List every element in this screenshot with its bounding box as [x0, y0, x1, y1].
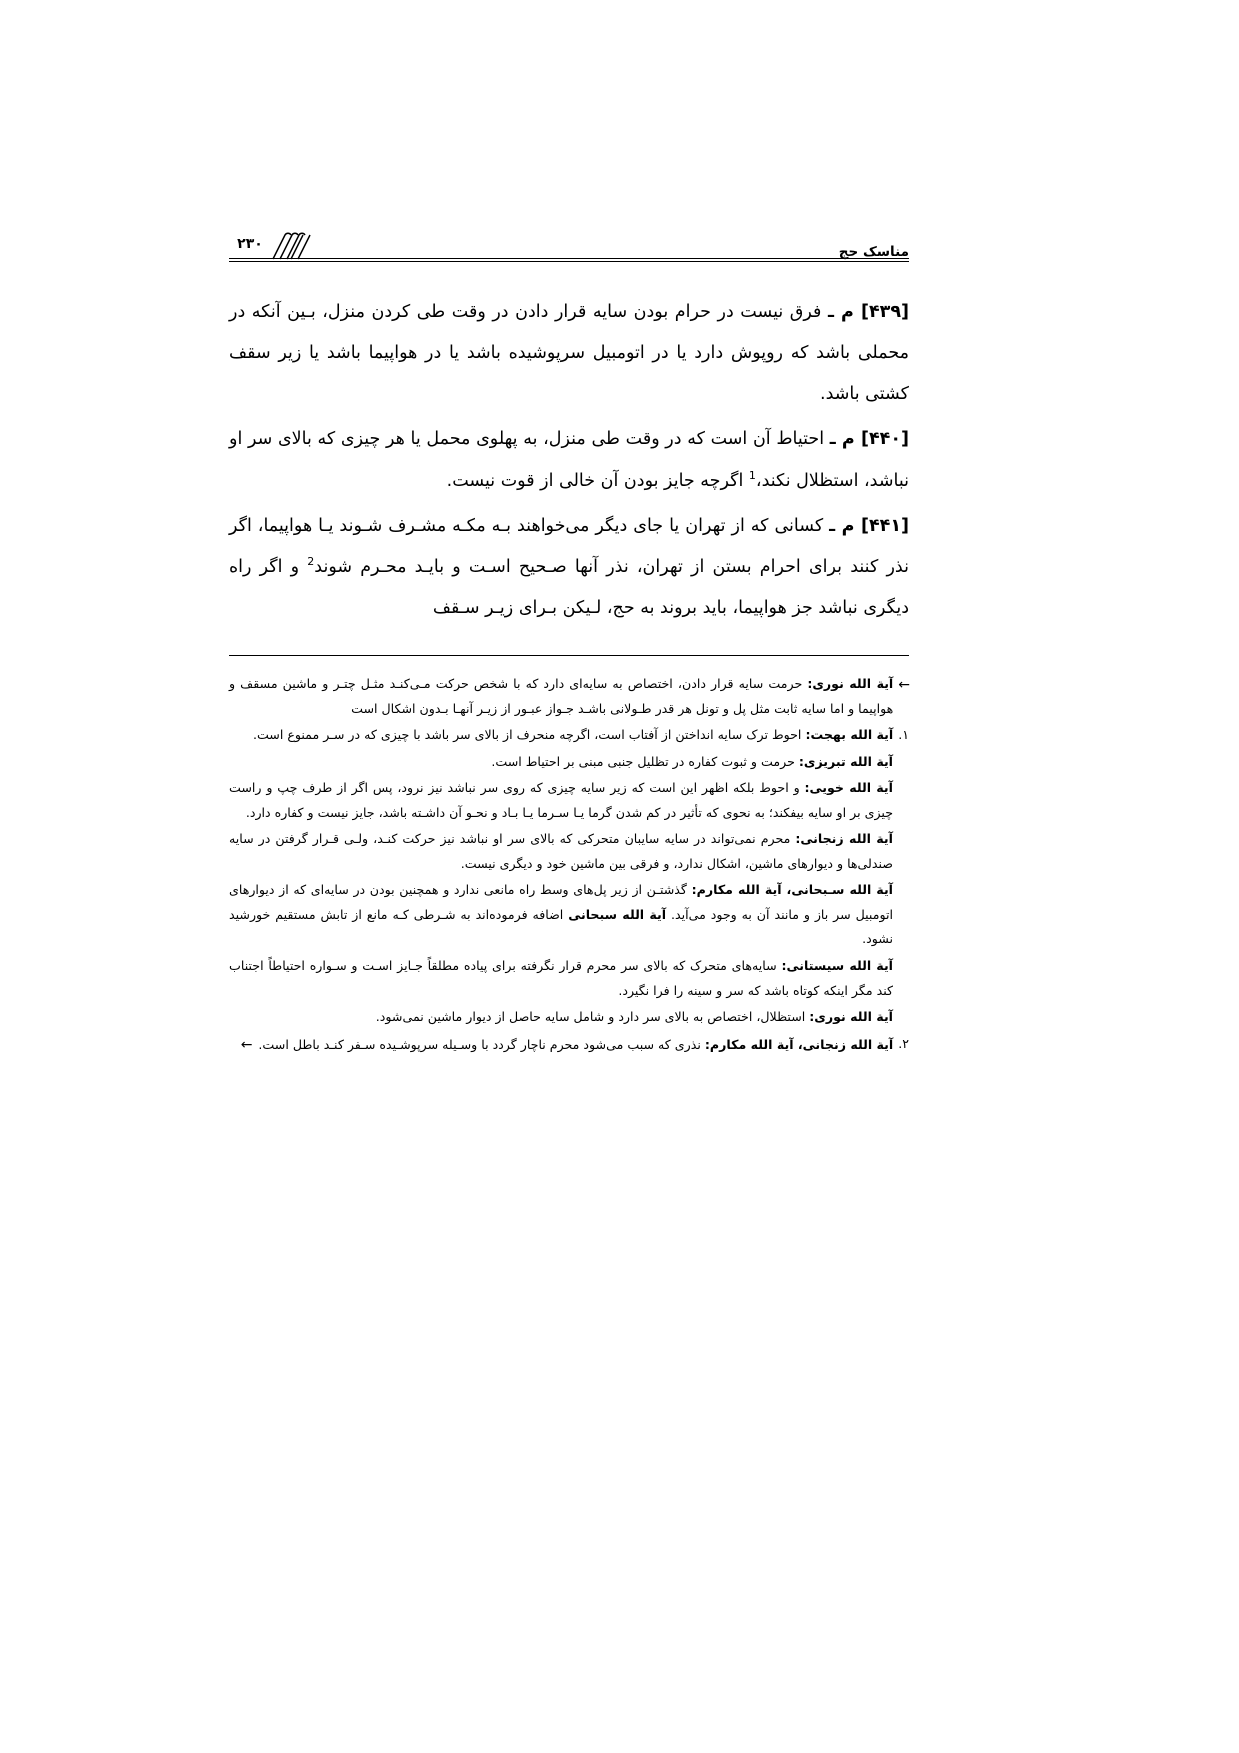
footnote-text: استظلال، اختصاص به بالای سر دارد و شامل سایه حاصل از دیوار ماشین نمی‌شود.: [375, 1009, 806, 1025]
footnote-1-nouri: [229, 1005, 909, 1030]
footnote-body: [229, 672, 893, 721]
continuation-arrow-end-icon: ←: [240, 1036, 253, 1053]
footnote-body: [229, 723, 893, 748]
header-rule-secondary: [229, 258, 909, 259]
footnote-1-bahjat: [229, 723, 909, 748]
body-text: [229, 292, 909, 629]
scholar-name: آیة الله خویی:: [804, 780, 893, 796]
footnote-text: احوط ترک سایه انداختن از آفتاب است، اگرچه منحرف از بالای سر باشد با چیزی که در سـر ممنوع است.: [252, 727, 802, 743]
footnote-separator: [229, 655, 909, 656]
scholar-name: آیة الله بهجت:: [805, 727, 894, 743]
footnote-reference-2[interactable]: 2: [307, 554, 315, 568]
footnote-1-sobhani-makarem: [229, 878, 909, 952]
scholar-name-secondary: آیة الله سبحانی: [568, 906, 667, 922]
running-header: [229, 228, 909, 262]
footnote-text: حرمت سایه قرار دادن، اختصاص به سایه‌ای دارد که با شخص حرکت مـی‌کنـد مثـل چتـر و ماشین مسقف و هواپیما و اما سایه ثابت مثل پل و تونل هر قدر طـولانی باشـد جـواز عبـور از زیـر آنهـا بـدون اشکال است: [229, 676, 894, 716]
paragraph-441: [229, 506, 909, 629]
footnote-text: حرمت و ثبوت کفاره در تظلیل جنبی مبنی بر احتیاط است.: [491, 753, 795, 769]
paragraph-440-text-after-ref: اگرچه جایز بودن آن خالی از قوت نیست.: [446, 470, 744, 491]
footnote-text: سایه‌های متحرک که بالای سر محرم قرار نگرفته برای پیاده مطلقاً جـایز اسـت و سـواره احتیاطاً اجتناب کند مگر اینکه کوتاه باشد که سر و سینه را فرا نگیرد.: [229, 958, 893, 998]
footnote-continuation-nouri: [229, 672, 909, 721]
paragraph-441-text-before-ref: کسانی که از تهران یا جای دیگر می‌خواهند بـه مکـه مشـرف شـوند یـا هواپیما، اگر نذر کنند برای احرام بستن از تهران، نذر آنها صـحیح اسـت و بایـد محـرم شوند: [229, 515, 909, 577]
scholar-name: آیة الله نوری:: [809, 1009, 893, 1025]
footnote-marker-2: ۲.: [898, 1035, 909, 1051]
running-header-page-group: [229, 228, 313, 262]
paragraph-440: [229, 419, 909, 501]
footnote-text: نذری که سبب می‌شود محرم ناچار گردد با وسـیله سرپوشـیده سـفر کنـد باطل است.: [258, 1036, 701, 1052]
footnote-text: محرم نمی‌تواند در سایه سایبان متحرکی که بالای سر او نباشد نیز حرکت کنـد، ولـی قـرار گرفتن در سایه صندلی‌ها و دیوارهای ماشین، اشکال ندارد، و فرقی بین ماشین خود و دیگری نیست.: [229, 831, 893, 871]
scholar-name: آیة الله تبریزی:: [798, 753, 893, 769]
footnote-2-zanjani-makarem: [229, 1032, 909, 1059]
diagonal-stripes-ornament-icon: [269, 231, 313, 259]
paragraph-440-label: [۴۴۰] م ـ: [829, 429, 909, 450]
paragraph-441-label: [۴۴۱] م ـ: [829, 515, 909, 536]
continuation-arrow-icon: ←: [898, 677, 909, 693]
paragraph-441-text-after-ref: و اگر راه دیگری نباشد جز هواپیما، باید بروند به حج، لـیکن بـرای زیـر سـقف: [229, 556, 909, 618]
header-rule: [229, 261, 909, 262]
scholar-name: آیة الله سـبحانی، آیة الله مکارم:: [691, 882, 893, 898]
scholar-name: آیة الله زنجانی:: [795, 831, 893, 847]
scholar-name: آیة الله سیستانی:: [781, 958, 893, 974]
footnote-reference-1[interactable]: 1: [748, 468, 756, 482]
paragraph-439: [229, 292, 909, 415]
paragraph-439-label: [۴۳۹] م ـ: [827, 302, 909, 322]
footnote-list: [229, 672, 909, 1059]
footnote-1-zanjani: [229, 827, 909, 876]
page-content: [229, 228, 909, 1061]
paragraph-440-text-before-ref: احتیاط آن است که در وقت طی منزل، به پهلوی محمل یا هر چیزی که بالای سر او نباشد، استظلال نکند،: [229, 429, 909, 491]
running-header-title: مناسک حج: [838, 244, 909, 260]
scholar-name: آیة الله نوری:: [807, 676, 894, 691]
footnote-1-sistani: [229, 954, 909, 1003]
footnote-text: و احوط بلکه اظهر این است که زیر سایه چیزی که روی سر نباشد نیز نرود، پس اگر از طرف چپ و راست چیزی بر او سایه بیفکند؛ به نحوی که تأثیر در کم شدن گرما یـا سـرما یـا بـاد و نحـو آن داشـته باشد، جایز نیست و کفاره دارد.: [229, 780, 893, 820]
page-number: ۲۳۰: [237, 235, 263, 252]
footnote-1-khoei: [229, 776, 909, 825]
footnote-text: گذشتـن از زیر پل‌های وسط راه مانعی ندارد و همچنین بودن در سایه‌ای که از دیوارهای اتومبیل سر باز و مانند آن به وجود می‌آید.: [229, 882, 893, 922]
footnote-marker-1: ۱.: [898, 727, 909, 743]
footnote-body: [229, 1032, 893, 1059]
footnote-text-secondary: اضافه فرموده‌اند به شـرطی کـه مانع از تابش مستقیم خورشید نشود.: [229, 906, 893, 947]
scholar-name: آیة الله زنجانی، آیة الله مکارم:: [704, 1036, 894, 1052]
footnote-1-tabrizi: [229, 750, 909, 775]
paragraph-439-text: فرق نیست در حرام بودن سایه قرار دادن در وقت طی کردن منزل، بـین آنکه در محملی باشد که روپوش دارد یا در اتومبیل سرپوشیده باشد یا در هواپیما باشد یا زیر سقف کشتی باشد.: [229, 302, 909, 405]
